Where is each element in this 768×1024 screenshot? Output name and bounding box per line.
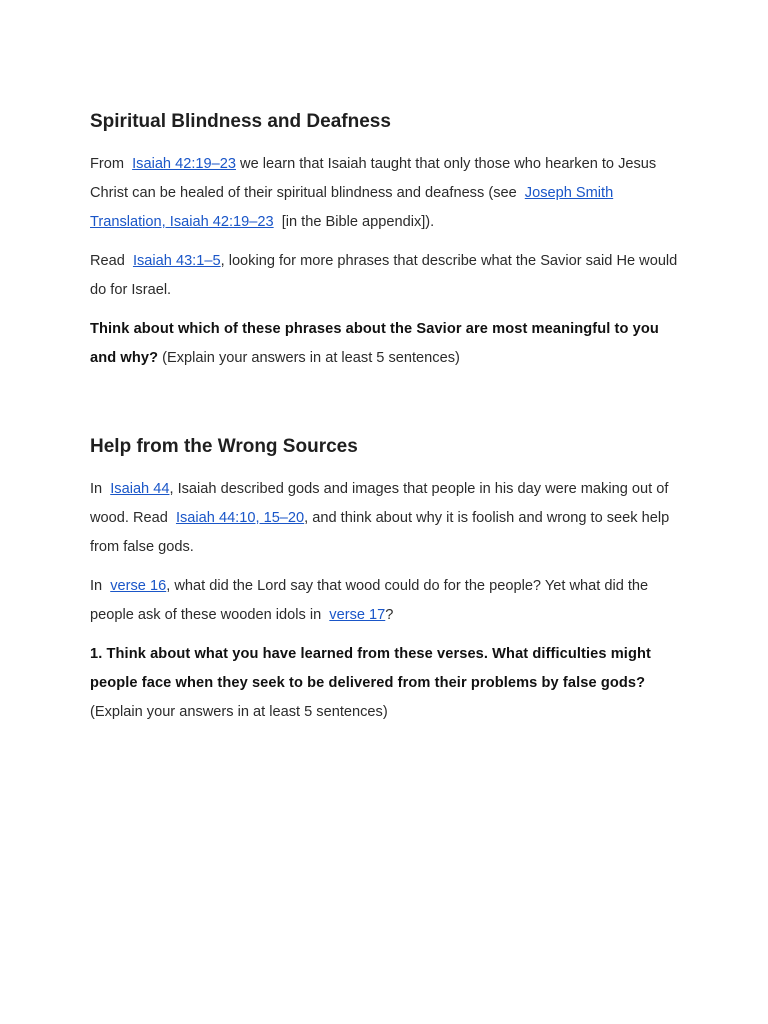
scripture-link-isaiah-42-19-23[interactable]: Isaiah 42:19–23 bbox=[132, 156, 236, 172]
scripture-link-isaiah-43-1-5[interactable]: Isaiah 43:1–5 bbox=[132, 253, 221, 269]
text: From bbox=[90, 156, 129, 172]
scripture-link-isaiah-44[interactable]: Isaiah 44 bbox=[110, 481, 170, 497]
section-heading: Spiritual Blindness and Deafness bbox=[90, 111, 391, 132]
section-heading: Help from the Wrong Sources bbox=[90, 436, 358, 457]
text: , looking for more phrases that describe what the Savior said He would do for Israel. bbox=[90, 253, 678, 298]
text: , Isaiah described gods and images that people in his day were making out of wood. Read bbox=[90, 481, 669, 526]
text: Read bbox=[90, 253, 129, 269]
question-paragraph bbox=[90, 315, 678, 373]
question-paragraph bbox=[90, 640, 678, 727]
paragraph bbox=[90, 247, 678, 305]
scripture-link-verse-17[interactable]: verse 17 bbox=[329, 607, 386, 623]
text: In bbox=[90, 578, 107, 594]
section-help-wrong-sources bbox=[90, 433, 678, 727]
text: we learn that Isaiah taught that only those who hearken to Jesus Christ can be healed of their spiritual blindness and deafness (see bbox=[90, 156, 657, 201]
paragraph bbox=[90, 150, 678, 237]
scripture-link-jst-isaiah-42-19-23[interactable]: Joseph Smith Translation, Isaiah 42:19–23 bbox=[90, 185, 614, 230]
question-text: Think about which of these phrases about the Savior are most meaningful to you and why? bbox=[90, 321, 659, 366]
instruction-text: (Explain your answers in at least 5 sentences) bbox=[158, 350, 460, 366]
section-spiritual-blindness bbox=[90, 108, 678, 373]
text: ? bbox=[385, 607, 394, 623]
paragraph bbox=[90, 572, 678, 630]
text: [in the Bible appendix]). bbox=[277, 214, 435, 230]
scripture-link-isaiah-44-10-15-20[interactable]: Isaiah 44:10, 15–20 bbox=[175, 510, 305, 526]
question-text: 1. Think about what you have learned from these verses. What difficulties might people face when they seek to be delivered from their problems by false gods? bbox=[90, 646, 651, 691]
instruction-text: (Explain your answers in at least 5 sentences) bbox=[90, 704, 388, 720]
text: In bbox=[90, 481, 107, 497]
paragraph bbox=[90, 475, 678, 562]
scripture-link-verse-16[interactable]: verse 16 bbox=[110, 578, 167, 594]
text: , what did the Lord say that wood could do for the people? Yet what did the people ask of these wooden idols in bbox=[90, 578, 649, 623]
text: , and think about why it is foolish and wrong to seek help from false gods. bbox=[90, 510, 670, 555]
